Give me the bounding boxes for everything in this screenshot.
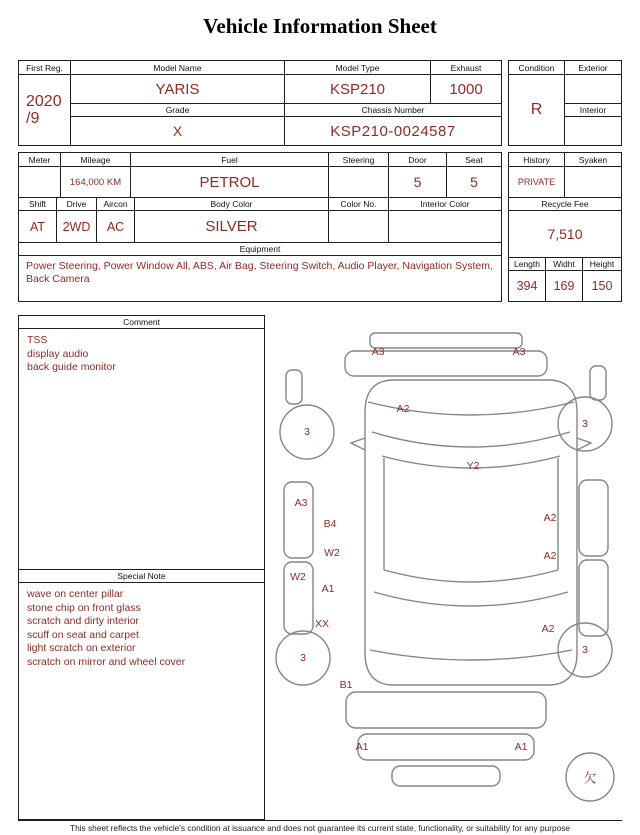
interior-label: Interior	[565, 104, 621, 117]
history-table	[508, 152, 622, 198]
first-reg-year: 2020	[26, 93, 62, 110]
interior-value	[565, 117, 621, 145]
drivetrain-table	[18, 197, 502, 243]
comment-label: Comment	[19, 316, 264, 329]
model-name-value: YARIS	[71, 75, 285, 104]
meter-label: Meter	[19, 153, 61, 167]
page-title: Vehicle Information Sheet	[203, 14, 437, 38]
width-value: 169	[546, 271, 583, 301]
special-note-line: scratch on mirror and wheel cover	[27, 655, 186, 668]
damage-mark: XX	[314, 618, 330, 630]
damage-mark: B4	[323, 518, 337, 530]
body-color-value: SILVER	[135, 211, 329, 242]
car-top-view-drawing	[268, 330, 628, 808]
body-color-label: Body Color	[135, 198, 329, 211]
tyre-grade-mark: 3	[582, 644, 588, 656]
equipment-value: Power Steering, Power Window All, ABS, Air Bag, Steering Switch, Audio Player, Navigation System, Back Camera	[26, 260, 493, 285]
damage-mark: A1	[355, 741, 369, 753]
seat-label: Seat	[447, 153, 501, 167]
mileage-label: Mileage	[61, 153, 131, 167]
tyre-grade-mark: 3	[582, 418, 588, 430]
damage-mark: Y2	[466, 460, 480, 472]
width-label: Widht	[546, 258, 583, 271]
recycle-fee-value: 7,510	[547, 226, 583, 242]
exterior-label: Exterior	[565, 61, 621, 75]
fuel-value: PETROL	[131, 167, 329, 197]
identification-table	[18, 60, 502, 146]
tyre-grade-mark: 3	[300, 652, 306, 664]
damage-mark: A1	[321, 583, 335, 595]
history-value: PRIVATE	[509, 167, 565, 197]
history-label: History	[509, 153, 565, 167]
exhaust-label: Exhaust	[431, 61, 501, 75]
shift-label: Shift	[19, 198, 57, 211]
damage-mark: B1	[339, 679, 353, 691]
height-label: Height	[583, 258, 621, 271]
special-note-line: wave on center pillar	[27, 588, 124, 600]
interior-color-value	[389, 211, 501, 242]
drive-label: Drive	[57, 198, 97, 211]
damage-mark: W2	[324, 547, 340, 559]
grade-label: Grade	[71, 104, 285, 117]
color-no-label: Color No.	[329, 198, 389, 211]
height-value: 150	[591, 279, 613, 293]
missing-part-mark: 欠	[583, 770, 597, 786]
syaken-label: Syaken	[565, 153, 621, 167]
equipment-table	[18, 242, 502, 302]
syaken-value	[565, 167, 621, 197]
steering-label: Steering	[329, 153, 389, 167]
special-note-label: Special Note	[19, 569, 264, 583]
exhaust-value: 1000	[431, 75, 501, 104]
exterior-value	[565, 75, 621, 104]
condition-value: R	[509, 75, 565, 145]
condition-label: Condition	[509, 61, 565, 75]
special-note-body	[19, 583, 264, 819]
first-reg-label: First Reg.	[19, 61, 71, 75]
car-condition-diagram	[268, 330, 628, 808]
recycle-fee-label: Recycle Fee	[509, 198, 621, 211]
equipment-label: Equipment	[19, 243, 501, 256]
notes-panel	[18, 315, 265, 820]
shift-value: AT	[19, 211, 57, 242]
special-note-line: scuff on seat and carpet	[27, 628, 139, 641]
first-reg-value	[19, 75, 71, 145]
color-no-value	[329, 211, 389, 242]
model-name-label: Model Name	[71, 61, 285, 75]
fuel-label: Fuel	[131, 153, 329, 167]
dimensions-table	[508, 257, 622, 302]
special-note-line: scratch and dirty interior	[27, 615, 140, 627]
damage-mark: A2	[396, 403, 410, 415]
door-label: Door	[389, 153, 447, 167]
aircon-value: AC	[97, 211, 135, 242]
special-note-line: light scratch on exterior	[27, 642, 136, 654]
chassis-number-value: KSP210-0024587	[330, 122, 456, 140]
condition-table	[508, 60, 622, 146]
comment-line: TSS	[27, 334, 48, 346]
damage-mark: A1	[514, 741, 528, 753]
damage-mark: A2	[543, 550, 557, 562]
comment-line: back guide monitor	[27, 361, 116, 373]
grade-value: X	[71, 117, 285, 145]
comment-body	[19, 329, 264, 569]
damage-mark: W2	[290, 571, 306, 583]
length-value: 394	[509, 271, 546, 301]
chassis-number-label: Chassis Number	[285, 104, 501, 117]
mileage-value: 164,000 KM	[61, 167, 131, 197]
tyre-grade-mark: 3	[304, 426, 310, 438]
seat-value: 5	[470, 174, 478, 190]
comment-line: display audio	[27, 347, 89, 360]
door-value: 5	[389, 167, 447, 197]
damage-mark: A3	[294, 497, 308, 509]
damage-mark: A3	[371, 346, 385, 358]
interior-color-label: Interior Color	[389, 198, 501, 211]
damage-mark: A2	[543, 512, 557, 524]
meter-table	[18, 152, 502, 198]
model-type-value: KSP210	[285, 75, 431, 104]
steering-value	[329, 167, 389, 197]
special-note-line: stone chip on front glass	[27, 601, 141, 614]
aircon-label: Aircon	[97, 198, 135, 211]
damage-mark: A2	[541, 623, 555, 635]
damage-mark: A3	[512, 346, 526, 358]
drive-value: 2WD	[57, 211, 97, 242]
recycle-fee-table	[508, 197, 622, 258]
disclaimer-text: This sheet reflects the vehicle's condition at issuance and does not guarantee its current state, functionality, or suitability for any purpose	[18, 820, 622, 833]
length-label: Length	[509, 258, 546, 271]
first-reg-month: /9	[26, 110, 40, 127]
model-type-label: Model Type	[285, 61, 431, 75]
meter-value	[19, 167, 61, 197]
